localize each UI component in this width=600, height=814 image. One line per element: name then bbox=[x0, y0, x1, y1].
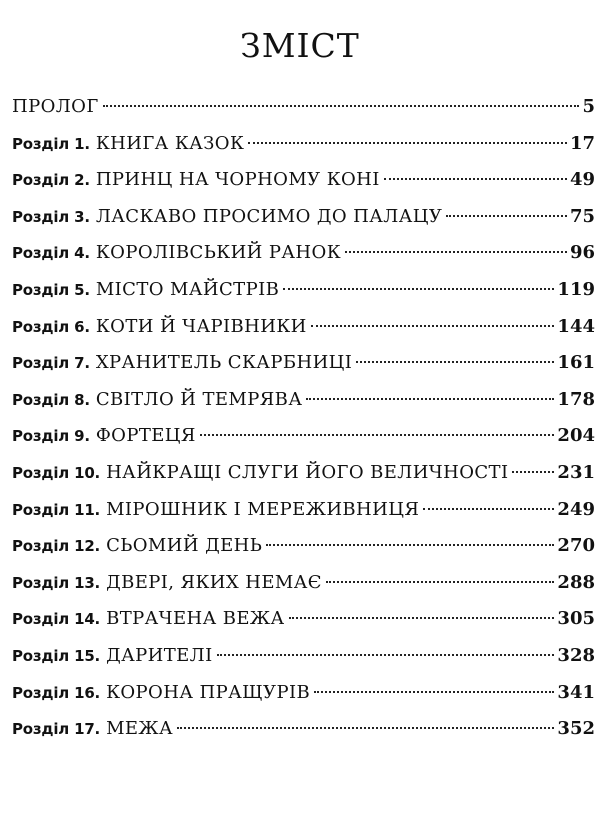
page-number: 305 bbox=[557, 608, 595, 630]
toc-entry bbox=[12, 275, 595, 312]
dot-leader bbox=[200, 434, 555, 436]
page-number: 17 bbox=[569, 132, 595, 154]
toc-entry bbox=[12, 385, 595, 422]
dot-leader bbox=[289, 617, 555, 619]
page-number: 96 bbox=[569, 242, 595, 264]
toc-entry bbox=[12, 531, 595, 568]
dot-leader bbox=[512, 471, 554, 473]
page-number: 144 bbox=[557, 315, 595, 337]
chapter-title: КОРОНА ПРАЩУРІВ bbox=[106, 681, 311, 703]
chapter-title: КОТИ Й ЧАРІВНИКИ bbox=[95, 315, 307, 337]
chapter-title: ПРОЛОГ bbox=[12, 96, 99, 117]
toc-entry bbox=[12, 312, 595, 349]
chapter-title: МІРОШНИК І МЕРЕЖИВНИЦЯ bbox=[106, 498, 420, 520]
chapter-label: Розділ 13. bbox=[12, 573, 101, 592]
toc-list bbox=[12, 92, 595, 751]
dot-leader bbox=[266, 544, 554, 546]
page-number: 341 bbox=[557, 681, 595, 703]
page-number: 231 bbox=[557, 461, 595, 483]
dot-leader bbox=[103, 105, 580, 107]
chapter-label: Розділ 16. bbox=[12, 683, 101, 702]
toc-entry bbox=[12, 714, 595, 751]
toc-entry bbox=[12, 495, 595, 532]
chapter-label: Розділ 17. bbox=[12, 720, 101, 739]
chapter-title: ВТРАЧЕНА ВЕЖА bbox=[106, 608, 285, 630]
chapter-label: Розділ 15. bbox=[12, 646, 101, 665]
chapter-title: ПРИНЦ НА ЧОРНОМУ КОНІ bbox=[95, 169, 380, 191]
page-number: 119 bbox=[557, 278, 595, 300]
chapter-label: Розділ 12. bbox=[12, 537, 101, 556]
chapter-title: ХРАНИТЕЛЬ СКАРБНИЦІ bbox=[95, 352, 353, 374]
dot-leader bbox=[248, 142, 567, 144]
dot-leader bbox=[306, 398, 554, 400]
chapter-label: Розділ 1. bbox=[12, 134, 90, 153]
page-number: 161 bbox=[557, 352, 595, 374]
toc-entry bbox=[12, 641, 595, 678]
dot-leader bbox=[311, 325, 555, 327]
chapter-title: ФОРТЕЦЯ bbox=[95, 425, 196, 447]
toc-entry bbox=[12, 678, 595, 715]
toc-entry bbox=[12, 604, 595, 641]
toc-entry bbox=[12, 238, 595, 275]
toc-entry bbox=[12, 348, 595, 385]
toc-entry bbox=[12, 129, 595, 166]
dot-leader bbox=[177, 727, 554, 729]
page-title: ЗМІСТ bbox=[240, 26, 360, 65]
toc-entry bbox=[12, 165, 595, 202]
dot-leader bbox=[217, 654, 555, 656]
chapter-title: СВІТЛО Й ТЕМРЯВА bbox=[95, 388, 303, 410]
chapter-title: МІСТО МАЙСТРІВ bbox=[95, 278, 280, 300]
dot-leader bbox=[314, 691, 554, 693]
chapter-label: Розділ 6. bbox=[12, 317, 90, 336]
chapter-label: Розділ 2. bbox=[12, 171, 90, 190]
chapter-label: Розділ 5. bbox=[12, 280, 90, 299]
page-number: 288 bbox=[557, 571, 595, 593]
toc-entry bbox=[12, 458, 595, 495]
page-number: 5 bbox=[582, 96, 595, 117]
chapter-label: Розділ 11. bbox=[12, 500, 101, 519]
chapter-title: ДВЕРІ, ЯКИХ НЕМАЄ bbox=[106, 571, 322, 593]
chapter-label: Розділ 3. bbox=[12, 207, 90, 226]
page-number: 270 bbox=[557, 535, 595, 557]
dot-leader bbox=[345, 251, 567, 253]
toc-entry bbox=[12, 202, 595, 239]
chapter-title: КОРОЛІВСЬКИЙ РАНОК bbox=[95, 242, 342, 264]
page-number: 352 bbox=[557, 718, 595, 740]
dot-leader bbox=[356, 361, 554, 363]
chapter-title: ДАРИТЕЛІ bbox=[106, 644, 213, 666]
page-number: 178 bbox=[557, 388, 595, 410]
page-number: 249 bbox=[557, 498, 595, 520]
dot-leader bbox=[446, 215, 567, 217]
page-number: 49 bbox=[569, 169, 595, 191]
chapter-label: Розділ 10. bbox=[12, 463, 101, 482]
dot-leader bbox=[423, 508, 554, 510]
chapter-title: СЬОМИЙ ДЕНЬ bbox=[106, 535, 263, 557]
chapter-label: Розділ 4. bbox=[12, 244, 90, 263]
chapter-title: ЛАСКАВО ПРОСИМО ДО ПАЛАЦУ bbox=[95, 205, 443, 227]
chapter-title: КНИГА КАЗОК bbox=[95, 132, 245, 154]
dot-leader bbox=[283, 288, 554, 290]
chapter-title: МЕЖА bbox=[106, 718, 174, 740]
page-number: 75 bbox=[569, 205, 595, 227]
chapter-label: Розділ 14. bbox=[12, 610, 101, 629]
chapter-label: Розділ 7. bbox=[12, 354, 90, 373]
chapter-title: НАЙКРАЩІ СЛУГИ ЙОГО ВЕЛИЧНОСТІ bbox=[106, 461, 509, 483]
chapter-label: Розділ 8. bbox=[12, 390, 90, 409]
toc-entry bbox=[12, 568, 595, 605]
chapter-label: Розділ 9. bbox=[12, 427, 90, 446]
page-number: 328 bbox=[557, 644, 595, 666]
dot-leader bbox=[326, 581, 555, 583]
page-number: 204 bbox=[557, 425, 595, 447]
dot-leader bbox=[384, 178, 567, 180]
toc-entry bbox=[12, 421, 595, 458]
toc-entry bbox=[12, 92, 595, 129]
